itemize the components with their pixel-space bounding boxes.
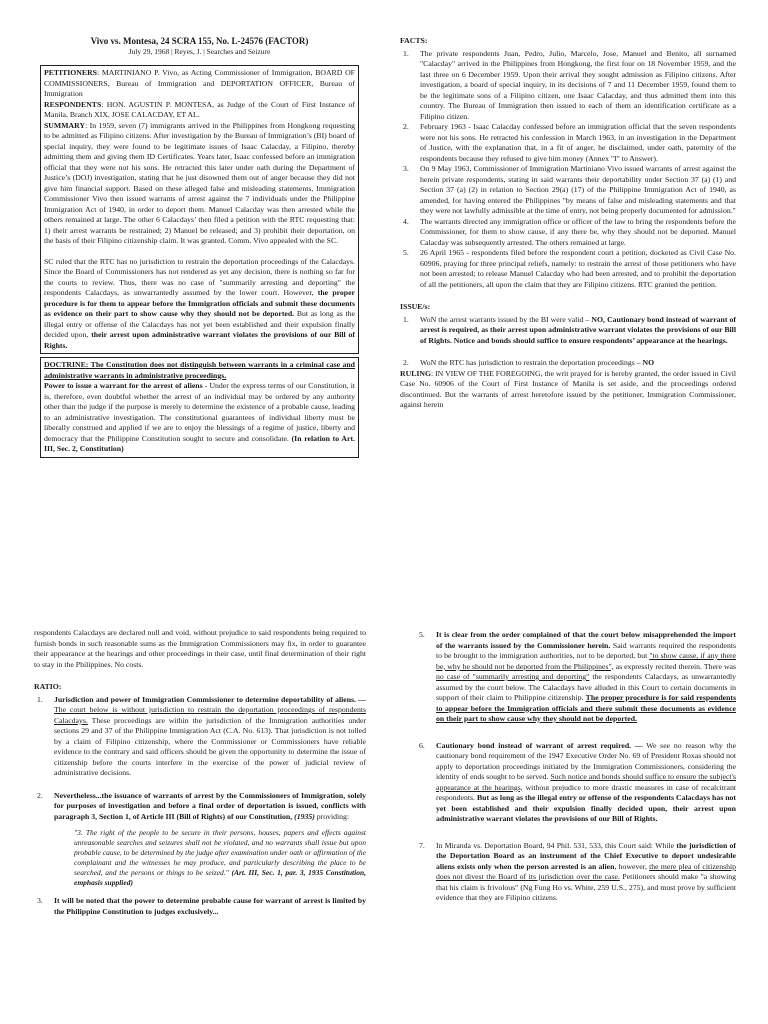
case-title: Vivo vs. Montesa, 24 SCRA 155, No. L-24576 (FACTOR) bbox=[90, 36, 309, 46]
ruling-text: : IN VIEW OF THE FOREGOING, the writ prayed for is hereby granted, the order issued in Civil Case No. 60906 of the Court of First Instance of Manila is set aside, and the proceedings ordered discontinued. But the warrants of arrest heretofore issued by the petitioner, Immigration Commissioner, against herein bbox=[400, 368, 737, 409]
ratio-underlined: "to show cause, if any there be, why he should not be deported from the Philippines", bbox=[436, 651, 736, 671]
ratio-heading: It is clear from the order complained of that the court below misapprehended the import of the warrants issued by the Commissioner herein. bbox=[436, 630, 736, 650]
doctrine-text: : The Constitution does not distinguish between warrants in a criminal case and administrative warrants in administrative proceedings. bbox=[44, 360, 355, 380]
ratio-item: 7. In Miranda vs. Deportation Board, 94 Phil. 531, 533, this Court said: While the jurisdiction of the Deportation Board as an instrument of the Chief Executive to deport undesirable aliens exists only when the person arrested is an alien, however, the mere plea of citizenship does not divest the Board of its jurisdiction over the case. Petitioners should make "a showing that his claim is frivolous" (Ng Fung Ho vs. White, 259 U.S., 275), and must prove by sufficient evidence that they are Filipino citizens. bbox=[419, 840, 736, 902]
ratio-item: 1. Jurisdiction and power of Immigration Commissioner to determine deportability of aliens. — The court below is without jurisdiction to restrain the deportation proceedings of respondents Calacdays. These proceedings are within the jurisdiction of the Immigration authorities under sections 29 and 37 of the Philippine Immigration Act (C.A. No. 613). That jurisdiction is not tolled by a claim of Filipino citizenship, where the Commissioner or Commissioners have reliable evidence to the contrary and said officers should be given the opportunity to determine the issue of citizenship before the courts interfere in the exercise of the power of judicial review of administrative decisions. bbox=[37, 694, 366, 777]
ruling-summary-bold-b: the proper procedure is for them to appear before the Immigration officials and submit these documents as evidence on their part to show cause why they should not be deported. bbox=[44, 288, 356, 318]
right-column-top bbox=[400, 36, 736, 411]
fact-text: On 9 May 1963, Commissioner of Immigration Martiniano Vivo issued warrants of arrest against the herein private respondents, stating in said warrants their deportability under Section 37 (a) (1) and Section 37 (a) (2) in relation to Section 29(a) (17) of the Philippine Immigration Act of 1940, as amended, for having entered the Philippines "by means of false and misleading statements and that they were not lawfully admissible at the time of entry, not being properly documented for admission." bbox=[420, 164, 736, 215]
power-text: - Under the express terms of our Constitution, it is, therefore, even doubtful whether the arrest of an individual may be ordered by any authority other than the judge if the purpose is merely to determine the existence of a probable cause, leading to an administrative investigation. The constitutional guarantees of individual liberty must be liberally construed and applied if we are to enjoy the blessings of a regime of justice, liberty and democracy that the Philippine Constitution sought to secure and consolidate. bbox=[44, 381, 355, 443]
ratio-text: In Miranda vs. Deportation Board, 94 Phil. 531, 533, this Court said: While bbox=[436, 840, 677, 850]
facts-list bbox=[400, 49, 736, 291]
respondents-text: : HON. AGUSTIN P. MONTESA, as Judge of the Court of First Instance of Manila, Branch XIX, JOSE CALACDAY, ET AL. bbox=[44, 99, 355, 119]
power-heading: Power to issue a warrant for the arrest of aliens bbox=[44, 381, 203, 390]
ruling-label: RULING bbox=[400, 368, 432, 378]
ratio-underlined: The court below is without jurisdiction to restrain the deportation proceedings of respondents Calacdays. bbox=[54, 705, 366, 725]
ratio-text: Said warrants required the respondents to be brought to the immigration authorities, not to be deported, but bbox=[436, 640, 736, 660]
constitution-quote bbox=[54, 828, 366, 888]
ratio-item: 3. It will be noted that the power to determine probable cause for warrant of arrest is limited by the Philippine Constitution to judges exclusively... bbox=[37, 896, 366, 916]
issue-answer: NO bbox=[642, 358, 655, 367]
ratio-item: 2. Nevertheless...the issuance of warrants of arrest by the Commissioners of Immigration, solely for purposes of investigation and before a final order of deportation is issued, conflicts with paragraph 3, Section 1, of Article III (Bill of Rights) of our Constitution, (1935) providing: "3. The right of the people to be secure in their persons, houses, papers and effects against unreasonable searches and seizures shall not be violated, and no warrants shall issue but upon probable cause, to be determined by the judge after examination under oath or affirmation of the complainant and the witnesses he may produce, and particularly describing the place to be searched, and the persons or things to be seized." (Art. III, Sec. 1, par. 3, 1935 Constitution, emphasis supplied) bbox=[37, 790, 366, 887]
summary-text: : In 1959, seven (7) immigrants arrived in the Philippines from Hongkong requesting to be admitted as Filipino citizens. After investigation by the Bureau of Immigration’s (BI) board of special inquiry, they were found to be legitimate issues of Isaac Calacday, a Filipino, thereby admitting them and giving them ID Certificates. Years later, Isaac confessed before an immigration official that they were not his sons. He retracted this later under oath during the Department of Justice’s (DOJ) investigation, stating that he just disowned them out of anger because they did not give him financial support. Based on these alleged false and misleading statements, Immigration Commissioner Vivo then issued warrants of arrest against the 7 individuals under the Philippine Immigration Act of 1940, in order to deport them. Manuel Calacday was then arrested while the others remained at large. The other 6 Calacdays’ then filed a petition with the RTC requesting that: 1) their arrest warrants be restrained; 2) Manuel be released; and 3) prohibit their deportation, on the basis of their Filipino citizenship claim. It was granted. Comm. Vivo appealed with the SC. bbox=[44, 120, 355, 245]
ruling-summary-text-a: SC ruled that the RTC has no jurisdiction to restrain the deportation proceedings of the Calacdays. Since the Board of Commissioners has not rendered as yet any decision, there is nothing so far for the courts to review. Thus, there was no case of "summarily arresting and deporting" the respondents Calacdays, as unwarrantedly assumed by the lower court. However, bbox=[44, 256, 355, 297]
ratio-text: without prejudice to more drastic measures in case of recalcitrant respondents. bbox=[436, 782, 736, 802]
petitioners-text: : MARTINIANO P. Vivo, as Acting Commissioner of Immigration, BOARD OF COMMISSIONERS, Bureau of Immigration and DEPORTATION OFFICER, Bureau of Immigration bbox=[44, 68, 355, 98]
ratio-item: 6. Cautionary bond instead of warrant of arrest required. — We see no reason why the cautionary bond requirement of the 1947 Executive Order No. 69 of President Roxas should not apply to deportation proceedings initiated by the Immigration Commissioners, considering the identity of ends sought to be served. Such notice and bonds should suffice to ensure the subject's appearance at the hearings, without prejudice to more drastic measures in case of recalcitrant respondents. But as long as the illegal entry or offense of the respondents Calacdays has not yet been established and their expulsion finally decided upon, their arrest upon administrative warrant violates the provisions of our Bill of Rights. bbox=[419, 740, 737, 823]
petitioners-paragraph bbox=[44, 68, 355, 247]
ratio-text: Petitioners should make "a showing that his claim is frivolous" (Ng Fung Ho vs. White, 259 U.S., 275), and must prove by sufficient evidence that they are Filipino citizens. bbox=[436, 872, 736, 902]
issue-item: 1. WoN the arrest warrants issued by the BI were valid – NO, Cautionary bond instead of warrant of arrest is required, as their arrest upon administrative warrant violates the provisions of our Bill of Rights. Notice and bonds should suffice to ensure respondents’ appearance at the hearings. bbox=[403, 314, 736, 345]
ratio-text: We see no reason why the cautionary bond requirement of the 1947 Executive Order No. 69 of President Roxas should not apply to deportation proceedings initiated by the Immigration Commissioners, considering the identity of ends sought to be served. bbox=[436, 740, 737, 781]
ratio-text: as expressly recited therein. There was bbox=[613, 661, 736, 671]
ratio-label: RATIO: bbox=[34, 682, 62, 691]
issues-list bbox=[400, 315, 736, 369]
quote-text: "3. The right of the people to be secure in their persons, houses, papers and effects against unreasonable searches and seizures shall not be violated, and no warrants shall issue but upon probable cause, to be determined by the judge after examination under oath or affirmation of the complainant and the witnesses he may produce, and particularly describing the place to be searched, and the persons or things to be seized." bbox=[74, 828, 366, 877]
issue-text: WoN the RTC has jurisdiction to restrain the deportation proceedings – bbox=[420, 358, 643, 367]
petitioners-label: PETITIONERS bbox=[44, 68, 97, 77]
doctrine-label: DOCTRINE bbox=[44, 360, 86, 369]
ratio-underlined: no case of "summarily arresting and deporting" bbox=[436, 672, 590, 681]
power-reference: (In relation to Art. III, Sec. 2, Constitution) bbox=[44, 433, 355, 453]
ruling-summary-paragraph bbox=[44, 257, 355, 352]
left-column-top bbox=[40, 36, 359, 458]
doctrine-paragraph bbox=[44, 360, 355, 455]
summary-box bbox=[40, 65, 359, 354]
ratio-list-right bbox=[416, 630, 736, 904]
summary-label: SUMMARY bbox=[44, 120, 86, 130]
fact-item: 3. On 9 May 1963, Commissioner of Immigration Martiniano Vivo issued warrants of arrest against the herein private respondents, stating in said warrants their deportability under Section 37 (a) (1) and Section 37 (a) (2) in relation to Section 29(a) (17) of the Philippine Immigration Act of 1940, as amended, for having entered the Philippines "by means of false and misleading statements and that they were not lawfully admissible at the time of entry, not being properly documented for admission." bbox=[403, 164, 736, 215]
issue-item: 2. WoN the RTC has jurisdiction to restrain the deportation proceedings – NO bbox=[403, 358, 655, 367]
fact-text: The private respondents Juan, Pedro, Julio, Marcelo, Jose, Manuel and Benito, all surnamed "Calacday" arrived in the Philippines from Hongkong, the first four on 18 November 1959, and the last three on 6 December 1959. Upon their arrival they sought admission as Filipino citizens. After investigation, a board of special inquiry, in its decisions of 7 and 11 December 1959, found them to be the legitimate sons of a Filipino citizen, one Isaac Calacday, and thus admitted them into this country. The Bureau of Immigration then issued to each of them an identification certificate as a Filipino citizen. bbox=[420, 48, 736, 121]
ruling-summary-text-c: But as long as the illegal entry or offense of the Calacdays has not yet been established and their expulsion finally decided upon, bbox=[44, 309, 355, 339]
fact-item: 4. The warrants directed any immigration office or officer of the law to bring the respondents before the Commissioner, for them to show cause, if any there be, why they should not be deported. Manuel Calacday was subsequently arrested. The others remained at large. bbox=[403, 216, 736, 247]
ruling-summary-bold-d: their arrest upon administrative warrant violates the provisions of our Bill of Rights. bbox=[44, 330, 355, 350]
issue-answer: NO, Cautionary bond instead of warrant of arrest is required, as their arrest upon administrative warrant violates the provisions of our Bill of Rights. Notice and bonds should suffice to ensure respondents’ appearance at the hearings. bbox=[420, 314, 736, 345]
fact-text: February 1963 - Isaac Calacday confessed before an immigration official that the seven respondents were not his sons. He retracted his confession in March 1963, in an investigation in the Department of Justice, with the explanation that, in a fit of anger, he disclaimed, under oath, paternity of the respondents because they refused to give him money (Annex "I" to Answer). bbox=[420, 122, 736, 163]
ratio-underlined: Such notice and bonds should suffice to ensure the subject's appearance at the hearings, bbox=[436, 772, 737, 792]
ratio-list-left bbox=[34, 695, 366, 918]
ratio-text: the respondents Calacdays, as unwarrantedly assumed by the court below. The Calacdays have alluded in this Court to certain documents in support of their claim to Philippine citizenship. bbox=[436, 672, 736, 702]
fact-item: 2. February 1963 - Isaac Calacday confessed before an immigration official that the seven respondents were not his sons. He retracted his confession in March 1963, in an investigation in the Department of Justice, with the explanation that, in a fit of anger, he disclaimed, under oath, paternity of the respondents because they refused to give him money (Annex "I" to Answer). bbox=[403, 122, 736, 163]
ratio-heading: Cautionary bond instead of warrant of arrest required. — bbox=[436, 740, 643, 750]
fact-text: The warrants directed any immigration office or officer of the law to bring the respondents before the Commissioner, for them to show cause, if any there be, why they should not be deported. Manuel Calacday was subsequently arrested. The others remained at large. bbox=[420, 216, 736, 247]
quote-reference: (Art. III, Sec. 1, par. 3, 1935 Constitution, emphasis supplied) bbox=[74, 868, 366, 887]
ratio-bold: the jurisdiction of the Deportation Board as an instrument of the Chief Executive to deport undesirable aliens exists only when the person arrested is an alien bbox=[436, 840, 736, 871]
ruling-continued: respondents Calacdays are declared null and void, without prejudice to said respondents being required to furnish bonds in such reasonable sums as the Immigration Commissioners may fix, in order to guarantee their appearance at the hearings and other proceedings in their case, until final determination of their right to stay in the Philippines. No costs. bbox=[34, 628, 366, 669]
respondents-label: RESPONDENTS bbox=[44, 99, 102, 109]
issue-text: WoN the arrest warrants issued by the BI were valid – bbox=[420, 314, 592, 324]
left-column-bottom bbox=[34, 628, 366, 917]
ratio-text: , however, bbox=[614, 861, 650, 871]
ratio-bold: But as long as the illegal entry or offense of the respondents Calacdays has not yet been established and their expulsion finally decided upon, their arrest upon administrative warrant violates the provisions of our Bill of Rights. bbox=[436, 793, 736, 823]
ratio-bold-underlined: The proper procedure is for said respondents to appear before the Immigration officials and there submit these documents as evidence on their part to show cause why they should not be deported. bbox=[436, 693, 736, 723]
ratio-heading: It will be noted that the power to determine probable cause for warrant of arrest is limited by the Philippine Constitution to judges exclusively... bbox=[54, 896, 366, 916]
ratio-heading: Jurisdiction and power of Immigration Commissioner to determine deportability of aliens. — bbox=[54, 694, 366, 704]
fact-item: 5. 26 April 1965 - respondents filed before the respondent court a petition, docketed as Civil Case No. 60906, praying for three principal reliefs, namely: to restrain the arrest of those petitioners who have not been arrested; to release Manuel Calacday who had been arrested, and to prohibit the deportation of all the petitioners, all upon the claim that they are Filipino citizens. RTC granted the petition. bbox=[403, 248, 736, 289]
facts-label: FACTS: bbox=[400, 36, 428, 45]
fact-text: 26 April 1965 - respondents filed before the respondent court a petition, docketed as Civil Case No. 60906, praying for three principal reliefs, namely: to restrain the arrest of those petitioners who have not been arrested; to release Manuel Calacday who had been arrested, and to prohibit the deportation of all the petitioners, all upon the claim that they are Filipino citizens. RTC granted the petition. bbox=[420, 248, 736, 289]
ratio-underlined: the mere plea of citizenship does not divest the Board of its jurisdiction over the case. bbox=[436, 861, 736, 881]
ratio-item: 5. It is clear from the order complained of that the court below misapprehended the import of the warrants issued by the Commissioner herein. Said warrants required the respondents to be brought to the immigration authorities, not to be deported, but "to show cause, if any there be, why he should not be deported from the Philippines", as expressly recited therein. There was no case of "summarily arresting and deporting" the respondents Calacdays, as unwarrantedly assumed by the court below. The Calacdays have alluded in this Court to certain documents in support of their claim to Philippine citizenship. The proper procedure is for said respondents to appear before the Immigration officials and there submit these documents as evidence on their part to show cause why they should not be deported. bbox=[419, 630, 736, 723]
case-subtitle: July 29, 1968 | Reyes, J. | Searches and Seizure bbox=[128, 47, 271, 56]
right-column-bottom bbox=[416, 630, 736, 904]
issues-label: ISSUE/s: bbox=[400, 302, 431, 311]
ruling-paragraph bbox=[400, 369, 736, 411]
fact-item: 1. The private respondents Juan, Pedro, Julio, Marcelo, Jose, Manuel and Benito, all surnamed "Calacday" arrived in the Philippines from Hongkong, the first four on 18 November 1959, and the last three on 6 December 1959. Upon their arrival they sought admission as Filipino citizens. After investigation, a board of special inquiry, in its decisions of 7 and 11 December 1959, found them to be the legitimate sons of a Filipino citizen, one Isaac Calacday, and thus admitted them into this country. The Bureau of Immigration then issued to each of them an identification certificate as a Filipino citizen. bbox=[403, 48, 736, 121]
ratio-italic: (1935) bbox=[294, 811, 315, 821]
ratio-heading: Nevertheless...the issuance of warrants of arrest by the Commissioners of Immigration, solely for purposes of investigation and before a final order of deportation is issued, conflicts with paragraph 3, Section 1, of Article III (Bill of Rights) of our Constitution, bbox=[54, 790, 366, 821]
doctrine-box bbox=[40, 357, 359, 458]
ratio-text: providing: bbox=[314, 811, 350, 821]
ratio-text: These proceedings are within the jurisdiction of the Immigration authorities under sections 29 and 37 of the Philippine Immigration Act (C.A. No. 613). That jurisdiction is not tolled by a claim of Filipino citizenship, where the Commissioner or Commissioners have reliable evidence to the contrary and said officers should be given the opportunity to determine the issue of citizenship before the courts interfere in the exercise of the power of judicial review of administrative decisions. bbox=[54, 715, 366, 777]
